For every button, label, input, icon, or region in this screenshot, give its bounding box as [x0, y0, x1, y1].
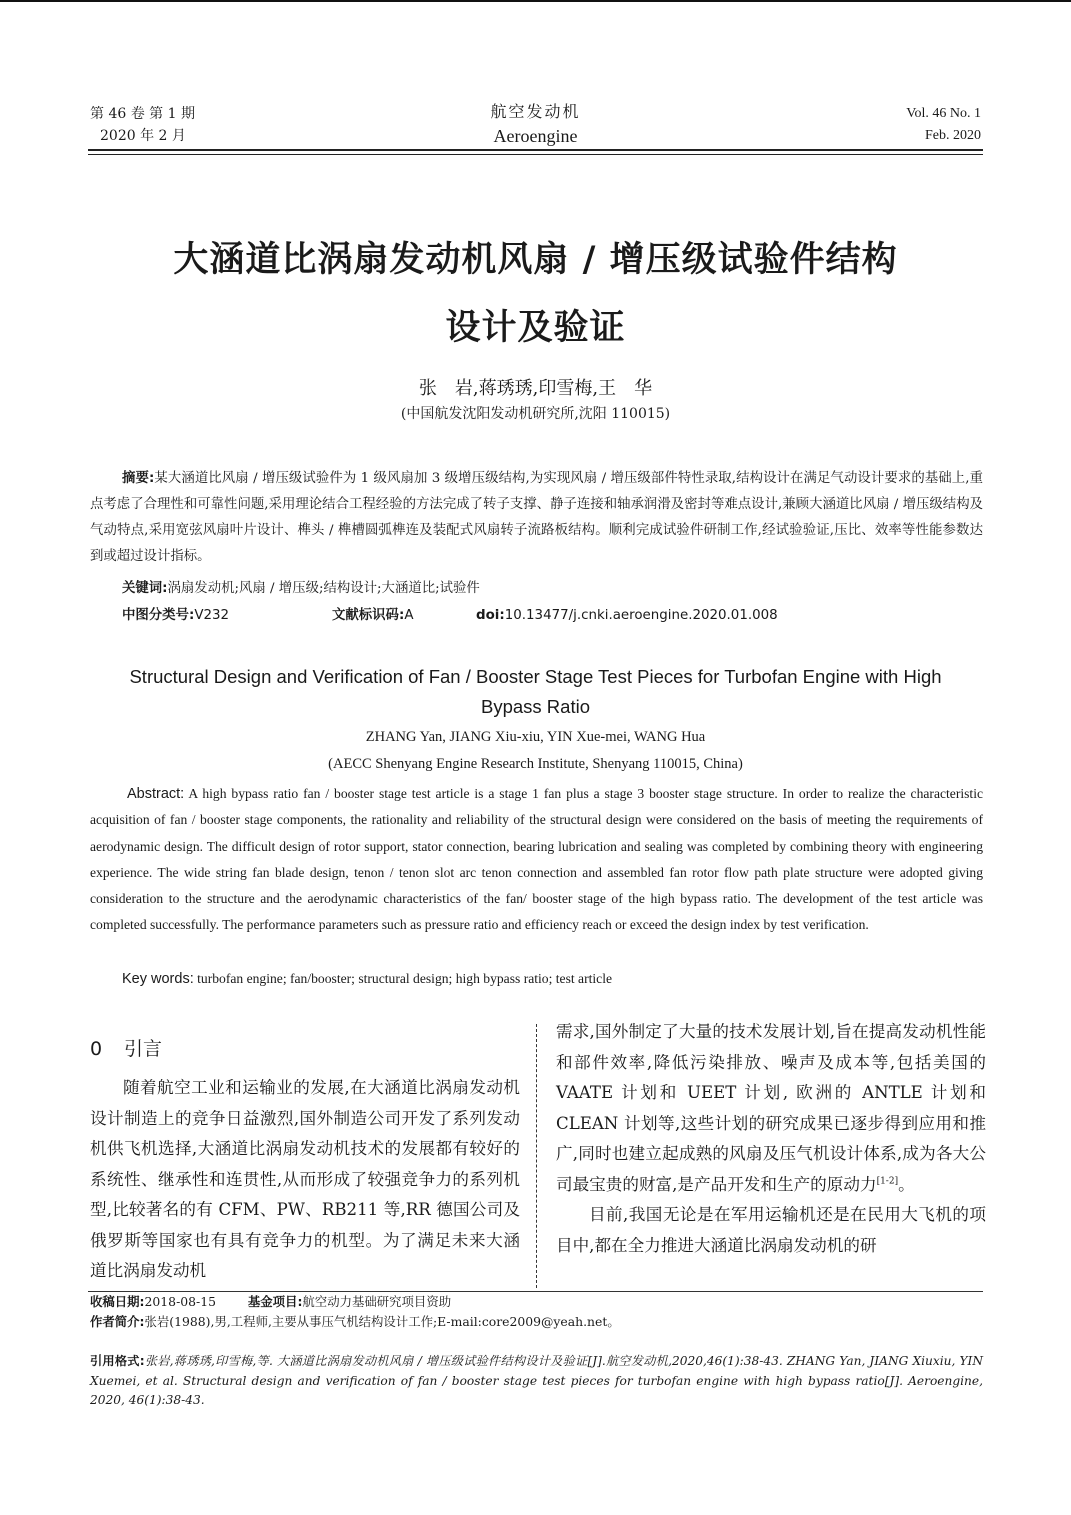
header-rule-thick — [88, 149, 983, 151]
journal-name-cn: 航空发动机 — [490, 102, 581, 121]
body-paragraph-2: 目前,我国无论是在军用运输机还是在民用大飞机的项目中,都在全力推进大涵道比涡扇发动机的研 — [556, 1205, 986, 1255]
reference-marker: [1-2] — [876, 1175, 899, 1186]
header-rule-thin — [88, 154, 983, 155]
cn-abstract-label: 摘要: — [122, 471, 155, 486]
en-keywords-text: turbofan engine; fan/booster; structural design; high bypass ratio; test article — [197, 971, 613, 986]
body-paragraph-1-continued: 需求,国外制定了大量的技术发展计划,旨在提高发动机性能和部件效率,降低污染排放、噪声及成本等,包括美国的 VAATE 计划和 UEET 计划, 欧洲的 ANTLE 计划和 CLEAN 计划等,这些计划的研究成果已逐步得到应用和推广,同时也建立起成熟的风扇及压气机设计体系,成为各大公司最宝贵的财富,是产品开发和生产的原动力[1-2]。 — [556, 1022, 986, 1194]
section-title: 引言 — [124, 1038, 163, 1060]
page-top-border — [0, 0, 1071, 2]
footnote-author: 作者简介:张岩(1988),男,工程师,主要从事压气机结构设计工作;E-mail:core2009@yeah.net。 — [90, 1314, 620, 1329]
body-paragraph-1: 随着航空工业和运输业的发展,在大涵道比涡扇发动机设计制造上的竞争日益激烈,国外制造公司开发了系列发动机供飞机选择,大涵道比涡扇发动机技术的发展都有较好的系统性、继承性和连贯性,从而形成了较强竞争力的系列机型,比较著名的有 CFM、PW、RB211 等,RR 德国公司及俄罗斯等国家也有具有竞争力的机型。为了满足未来大涵道比涡扇发动机 — [90, 1078, 520, 1280]
en-affiliation: (AECC Shenyang Engine Research Institute, Shenyang 110015, China) — [328, 756, 743, 772]
volume-issue: 第 46 卷 第 1 期 — [90, 106, 195, 122]
volume-issue-en: Vol. 46 No. 1 — [906, 106, 981, 121]
fund-info: 航空动力基础研究项目资助 — [302, 1294, 452, 1309]
issue-date-en: Feb. 2020 — [925, 128, 981, 143]
doi: doi:10.13477/j.cnki.aeroengine.2020.01.008 — [476, 608, 778, 623]
en-abstract-label: Abstract: — [127, 786, 185, 802]
cn-abstract-text: 某大涵道比风扇 / 增压级试验件为 1 级风扇加 3 级增压级结构,为实现风扇 / 增压级部件特性录取,结构设计在满足气动设计要求的基础上,重点考虑了合理性和可靠性问题,采用理论结合工程经验的方法完成了转子支撑、静子连接和轴承润滑及密封等难点设计,兼顾大涵道比风扇 / 增压级结构及气动特点,采用宽弦风扇叶片设计、榫头 / 榫槽圆弧榫连及装配式风扇转子流路板结构。顺利完成试验件研制工作,经试验验证,压比、效率等性能参数达到或超过设计指标。 — [90, 471, 983, 564]
section-number: 0 — [90, 1038, 103, 1060]
en-author-list: ZHANG Yan, JIANG Xiu-xiu, YIN Xue-mei, WANG Hua — [365, 729, 706, 745]
cn-keywords — [122, 576, 480, 602]
en-abstract-text: A high bypass ratio fan / booster stage test article is a stage 1 fan plus a stage 3 booster stage structure. In order to realize the characteristic acquisition of fan / booster stage components, the rationality and reliability of the structural design were considered on the basis of meeting the requirements of aerodynamic design. The difficult design of rotor support, stator connection, bearing lubrication and sealing was completed by combining theory with engineering experience. The wide string fan blade design, tenon / tenon slot arc tenon connection and assembled fan rotor flow path plate structure were adopted giving consideration to the structure and the aerodynamic characteristics of the fan/ booster stage of the high bypass ratio. The development of the test article was completed successfully. The performance parameters such as pressure ratio and efficiency reach or exceed the design index by test verification. — [90, 786, 984, 933]
column-divider — [536, 1024, 537, 1288]
document-code: 文献标识码:A — [332, 608, 414, 623]
paper-title — [0, 228, 1071, 360]
received-date: 2018-08-15 — [144, 1294, 216, 1309]
author-list: 张 岩,蒋琇琇,印雪梅,王 华 — [418, 378, 653, 399]
section-heading — [90, 1034, 520, 1064]
journal-issue-info-en — [906, 103, 981, 147]
body-column-left — [90, 1020, 520, 1287]
clc-number: 中图分类号:V232 — [122, 608, 230, 623]
cn-keywords-text: 涡扇发动机;风扇 / 增压级;结构设计;大涵道比;试验件 — [167, 581, 480, 596]
citation-text: 张岩,蒋琇琇,印雪梅,等. 大涵道比涡扇发动机风扇 / 增压级试验件结构设计及验证[J].航空发动机,2020,46(1):38-43. ZHANG Yan, JIANG Xiuxiu, YIN Xuemei, et al. Structural design and verification of fan / booster stage test pieces for turbofan engine with high bypass ratio[J]. Aeroengine, 2020, 46(1):38-43. — [90, 1354, 984, 1407]
citation-label: 引用格式: — [90, 1354, 145, 1368]
cn-abstract — [90, 466, 983, 570]
paper-title-line2: 设计及验证 — [445, 307, 626, 348]
en-keywords-label: Key words: — [122, 971, 194, 987]
body-column-right — [556, 1017, 986, 1261]
affiliation: (中国航发沈阳发动机研究所,沈阳 110015) — [400, 406, 671, 422]
issue-date: 2020 年 2 月 — [100, 128, 186, 144]
en-keywords — [122, 966, 612, 992]
author-bio: 张岩(1988),男,工程师,主要从事压气机结构设计工作;E-mail:core2009@yeah.net。 — [144, 1314, 620, 1329]
citation-format — [90, 1352, 983, 1411]
journal-name-en: Aeroengine — [493, 126, 578, 146]
paper-title-line1: 大涵道比涡扇发动机风扇 / 增压级试验件结构 — [173, 239, 898, 280]
cn-keywords-label: 关键词: — [122, 581, 168, 596]
en-title: Structural Design and Verification of Fan / Booster Stage Test Pieces for Turbofan Engine with High Bypass Ratio — [129, 666, 942, 717]
en-abstract — [90, 781, 983, 939]
footnote-received-fund: 收稿日期:2018-08-15 基金项目:航空动力基础研究项目资助 — [90, 1294, 452, 1309]
